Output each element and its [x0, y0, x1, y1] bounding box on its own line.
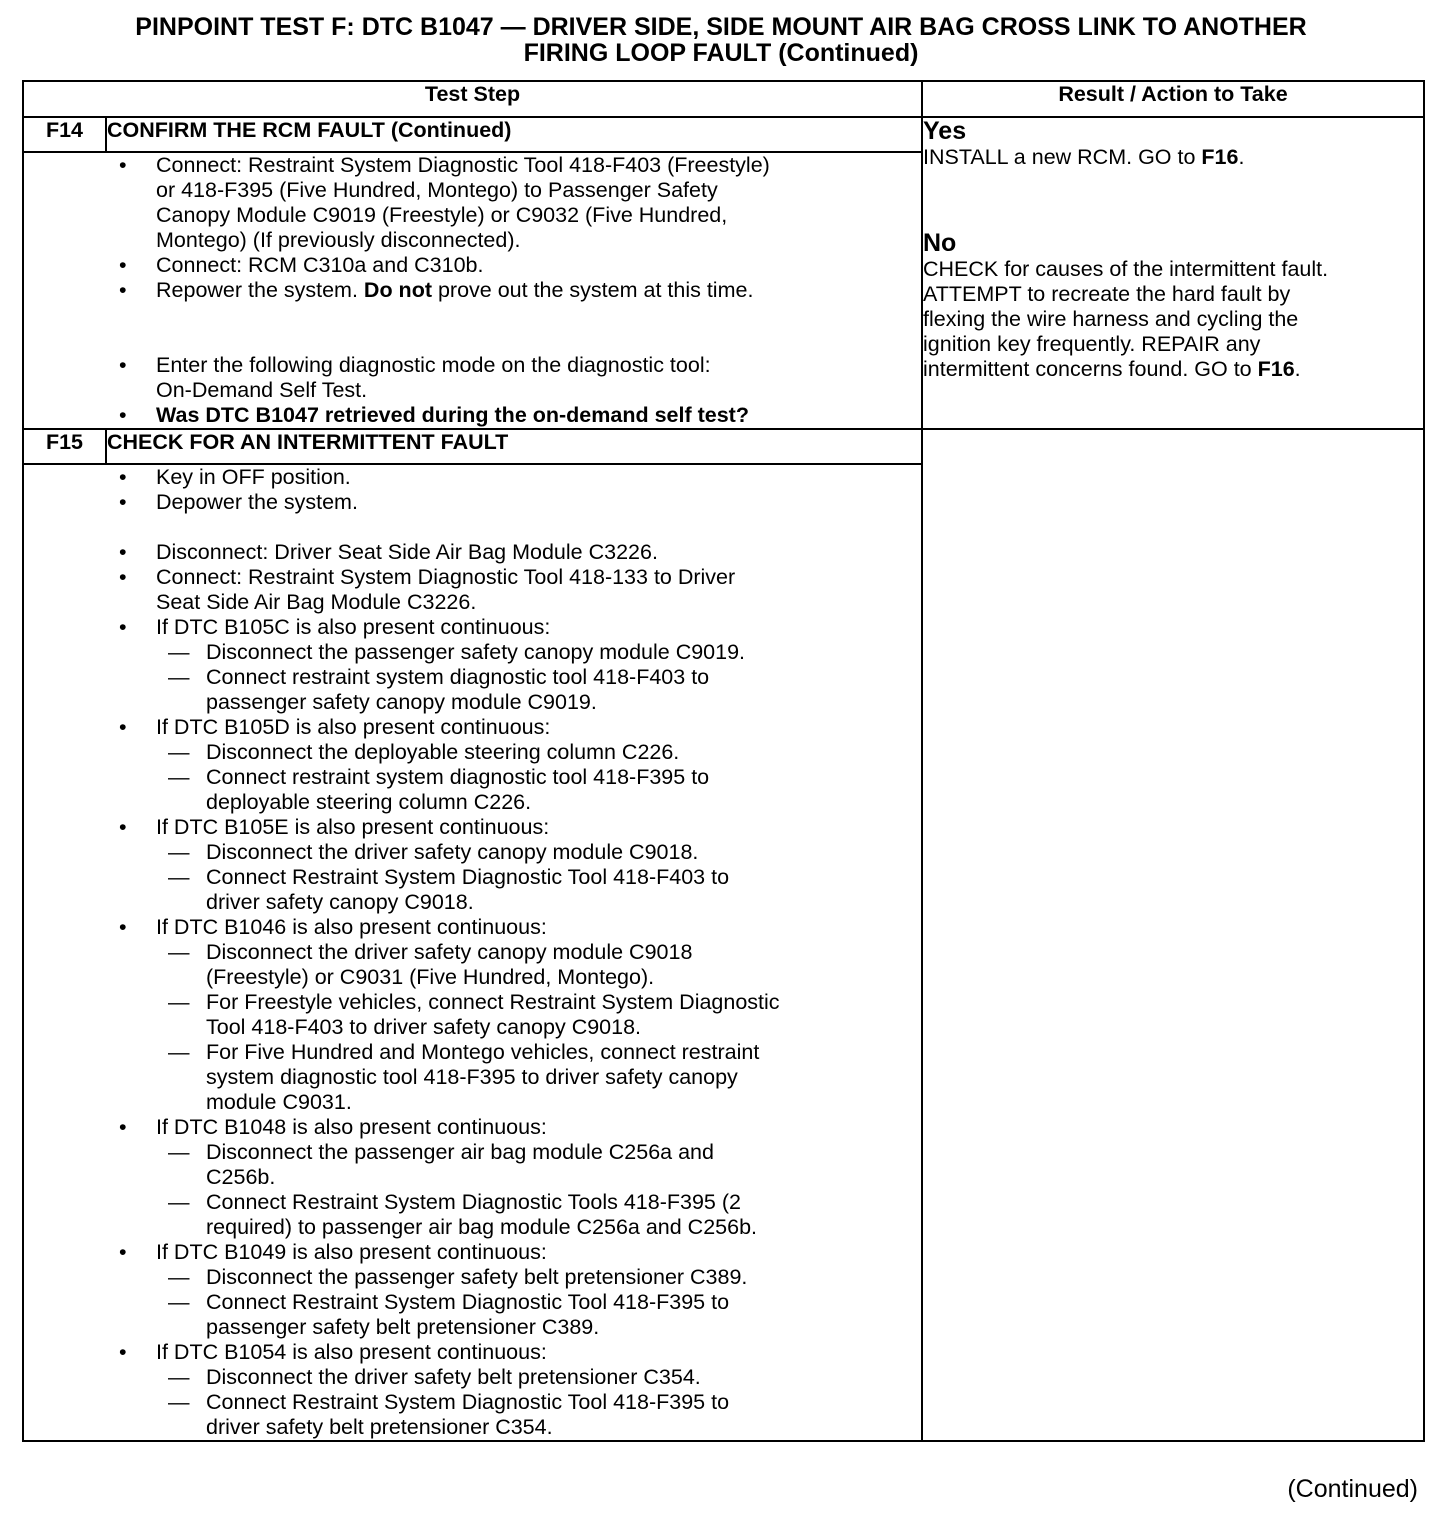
header-result-action: Result / Action to Take	[922, 81, 1424, 117]
list-item: • If DTC B105C is also present continuous:	[119, 615, 551, 639]
title-line-1: PINPOINT TEST F: DTC B1047 — DRIVER SIDE, SIDE MOUNT AIR BAG CROSS LINK TO ANOTHER	[135, 13, 1307, 41]
f14-result-cell	[922, 117, 1424, 429]
list-item: • Disconnect: Driver Seat Side Air Bag Module C3226.	[119, 540, 658, 564]
header-test-step: Test Step	[23, 81, 922, 117]
list-subitem: — Disconnect the deployable steering column C226.	[168, 740, 680, 764]
f14-yes-goto: F16	[1201, 145, 1239, 169]
step-number-f14: F14	[23, 117, 106, 152]
list-item: • If DTC B1046 is also present continuous:	[119, 915, 547, 939]
list-item: • If DTC B105E is also present continuous:	[119, 815, 550, 839]
f14-no-end: .	[1294, 357, 1301, 381]
f15-result-cell	[922, 429, 1424, 1441]
list-subitem: — Connect Restraint System Diagnostic Tool 418-F403 to driver safety canopy C9018.	[168, 865, 730, 914]
f14-no-goto: F16	[1257, 357, 1295, 381]
list-subitem: — Disconnect the driver safety canopy module C9018.	[168, 840, 699, 864]
step-title-f14: CONFIRM THE RCM FAULT (Continued)	[106, 117, 922, 152]
list-item: • If DTC B105D is also present continuous:	[119, 715, 551, 739]
list-item: • Connect: RCM C310a and C310b.	[119, 253, 484, 277]
title-line-2: FIRING LOOP FAULT (Continued)	[523, 39, 919, 67]
f14-no-line-5	[923, 357, 1423, 382]
f14-no-line-4: ignition key frequently. REPAIR any	[923, 332, 1261, 356]
pinpoint-test-table	[22, 80, 1425, 1442]
list-item: • If DTC B1048 is also present continuous:	[119, 1115, 547, 1139]
f14-steps-cell	[23, 152, 922, 429]
f14-yes-label: Yes	[923, 117, 967, 145]
list-item: • Repower the system. Do not prove out the system at this time.	[119, 278, 754, 302]
f15-title-row	[23, 429, 1424, 464]
step-number-f15: F15	[23, 429, 106, 464]
f14-no-text: intermittent concerns found. GO to	[923, 357, 1258, 381]
list-subitem: — For Freestyle vehicles, connect Restraint System Diagnostic Tool 418-F403 to driver safety canopy C9018.	[168, 990, 780, 1039]
step-title-f15: CHECK FOR AN INTERMITTENT FAULT	[106, 429, 922, 464]
f14-no-line-2: ATTEMPT to recreate the hard fault by	[923, 282, 1291, 306]
list-item: • If DTC B1049 is also present continuous:	[119, 1240, 547, 1264]
list-item: • Enter the following diagnostic mode on the diagnostic tool: On-Demand Self Test.	[119, 353, 711, 402]
f14-yes-action	[923, 145, 1423, 170]
list-subitem: — Disconnect the driver safety canopy module C9018 (Freestyle) or C9031 (Five Hundred, Montego).	[168, 940, 693, 989]
f14-yes-text: INSTALL a new RCM. GO to	[923, 145, 1202, 169]
list-subitem: — Connect restraint system diagnostic tool 418-F403 to passenger safety canopy module C9019.	[168, 665, 710, 714]
list-item: • Key in OFF position.	[119, 465, 351, 489]
list-item: • Was DTC B1047 retrieved during the on-demand self test?	[119, 403, 749, 427]
f15-step-list	[24, 465, 921, 1440]
table-header-row	[23, 81, 1424, 117]
list-subitem: — Connect Restraint System Diagnostic Tool 418-F395 to passenger safety belt pretensioner C389.	[168, 1290, 730, 1339]
continued-note: (Continued)	[1287, 1475, 1418, 1503]
list-subitem: — Disconnect the driver safety belt pretensioner C354.	[168, 1365, 701, 1389]
f14-step-list	[24, 153, 921, 428]
list-item: • Depower the system.	[119, 490, 358, 514]
list-item: • Connect: Restraint System Diagnostic Tool 418-F403 (Freestyle) or 418-F395 (Five Hundred, Montego) to Passenger Safety Canopy Module C9019 (Freestyle) or C9032 (Five Hundred, Montego) (If previously disconnected).	[119, 153, 770, 252]
list-item: • Connect: Restraint System Diagnostic Tool 418-133 to Driver Seat Side Air Bag Module C3226.	[119, 565, 736, 614]
f14-title-row	[23, 117, 1424, 152]
f14-yes-end: .	[1238, 145, 1245, 169]
f14-no-label: No	[923, 229, 957, 257]
list-subitem: — Connect Restraint System Diagnostic Tools 418-F395 (2 required) to passenger air bag module C256a and C256b.	[168, 1190, 758, 1239]
list-subitem: — Disconnect the passenger safety canopy module C9019.	[168, 640, 746, 664]
list-item: • If DTC B1054 is also present continuous:	[119, 1340, 547, 1364]
list-subitem: — Disconnect the passenger air bag module C256a and C256b.	[168, 1140, 714, 1189]
f14-no-line-3: flexing the wire harness and cycling the	[923, 307, 1299, 331]
f14-no-line-1: CHECK for causes of the intermittent fault.	[923, 257, 1329, 281]
list-subitem: — Connect Restraint System Diagnostic Tool 418-F395 to driver safety belt pretensioner C354.	[168, 1390, 730, 1439]
list-subitem: — Connect restraint system diagnostic tool 418-F395 to deployable steering column C226.	[168, 765, 710, 814]
list-subitem: — For Five Hundred and Montego vehicles, connect restraint system diagnostic tool 418-F395 to driver safety canopy module C9031.	[168, 1040, 760, 1114]
list-subitem: — Disconnect the passenger safety belt pretensioner C389.	[168, 1265, 748, 1289]
f15-steps-cell	[23, 464, 922, 1441]
page-title	[0, 14, 1442, 66]
